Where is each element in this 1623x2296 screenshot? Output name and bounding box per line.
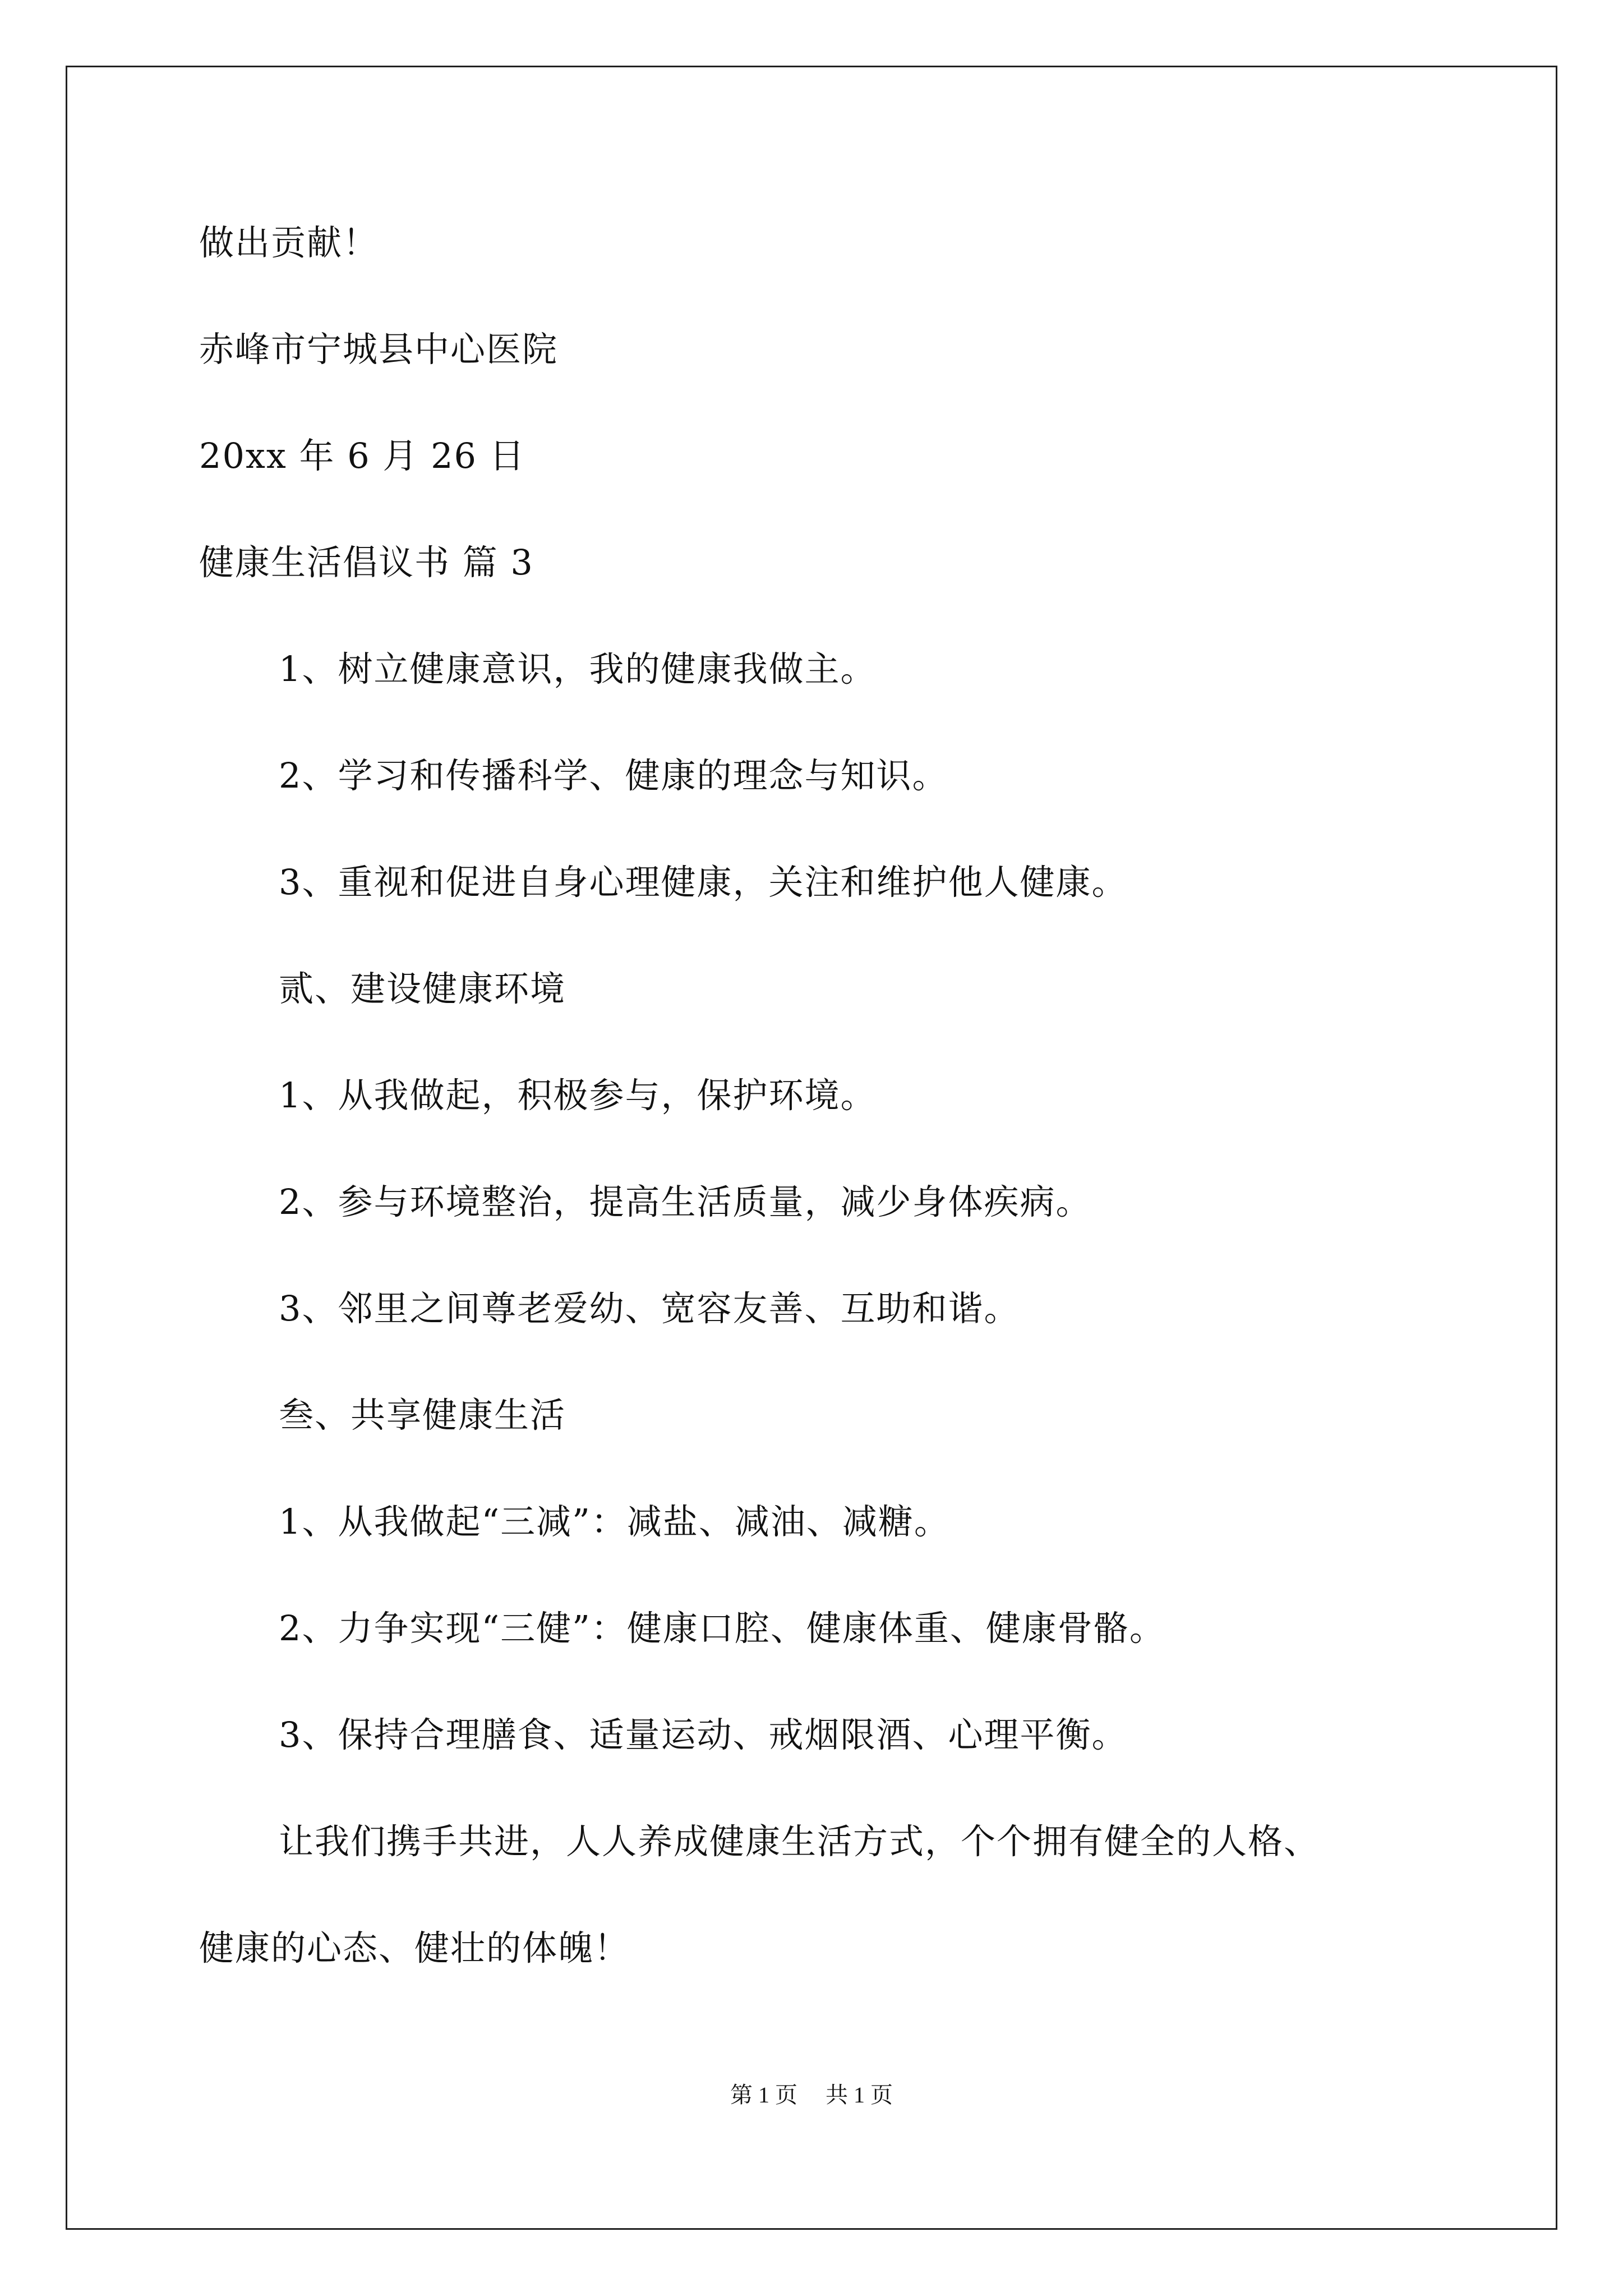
list-item: 3、邻里之间尊老爱幼、宽容友善、互助和谐。 xyxy=(279,1288,1020,1329)
signature-organization: 赤峰市宁城县中心医院 xyxy=(199,329,559,370)
list-item: 2、学习和传播科学、健康的理念与知识。 xyxy=(279,755,948,796)
closing-paragraph: 让我们携手共进，人人养成健康生活方式，个个拥有健全的人格、 xyxy=(279,1821,1320,1862)
list-item: 1、树立健康意识，我的健康我做主。 xyxy=(279,648,877,689)
page-footer xyxy=(0,2081,1623,2109)
list-item: 3、保持合理膳食、适量运动、戒烟限酒、心理平衡。 xyxy=(279,1714,1128,1755)
page-total: 共 1 页 xyxy=(826,2082,893,2108)
section-title: 健康生活倡议书 篇 3 xyxy=(199,542,534,583)
page-number: 第 1 页 xyxy=(730,2082,797,2108)
list-item: 1、从我做起“三减”：减盐、减油、减糖。 xyxy=(279,1501,950,1542)
section-heading: 贰、建设健康环境 xyxy=(279,968,566,1009)
list-item: 1、从我做起，积极参与，保护环境。 xyxy=(279,1075,877,1116)
signature-date: 20xx 年 6 月 26 日 xyxy=(199,435,525,476)
closing-line: 做出贡献！ xyxy=(199,222,379,263)
list-item: 3、重视和促进自身心理健康，关注和维护他人健康。 xyxy=(279,862,1128,903)
section-heading: 叁、共享健康生活 xyxy=(279,1395,566,1435)
document-body xyxy=(199,222,1472,2033)
list-item: 2、参与环境整治，提高生活质量，减少身体疾病。 xyxy=(279,1181,1092,1222)
closing-paragraph-continued: 健康的心态、健壮的体魄！ xyxy=(199,1927,630,1968)
list-item: 2、力争实现“三健”：健康口腔、健康体重、健康骨骼。 xyxy=(279,1608,1165,1649)
